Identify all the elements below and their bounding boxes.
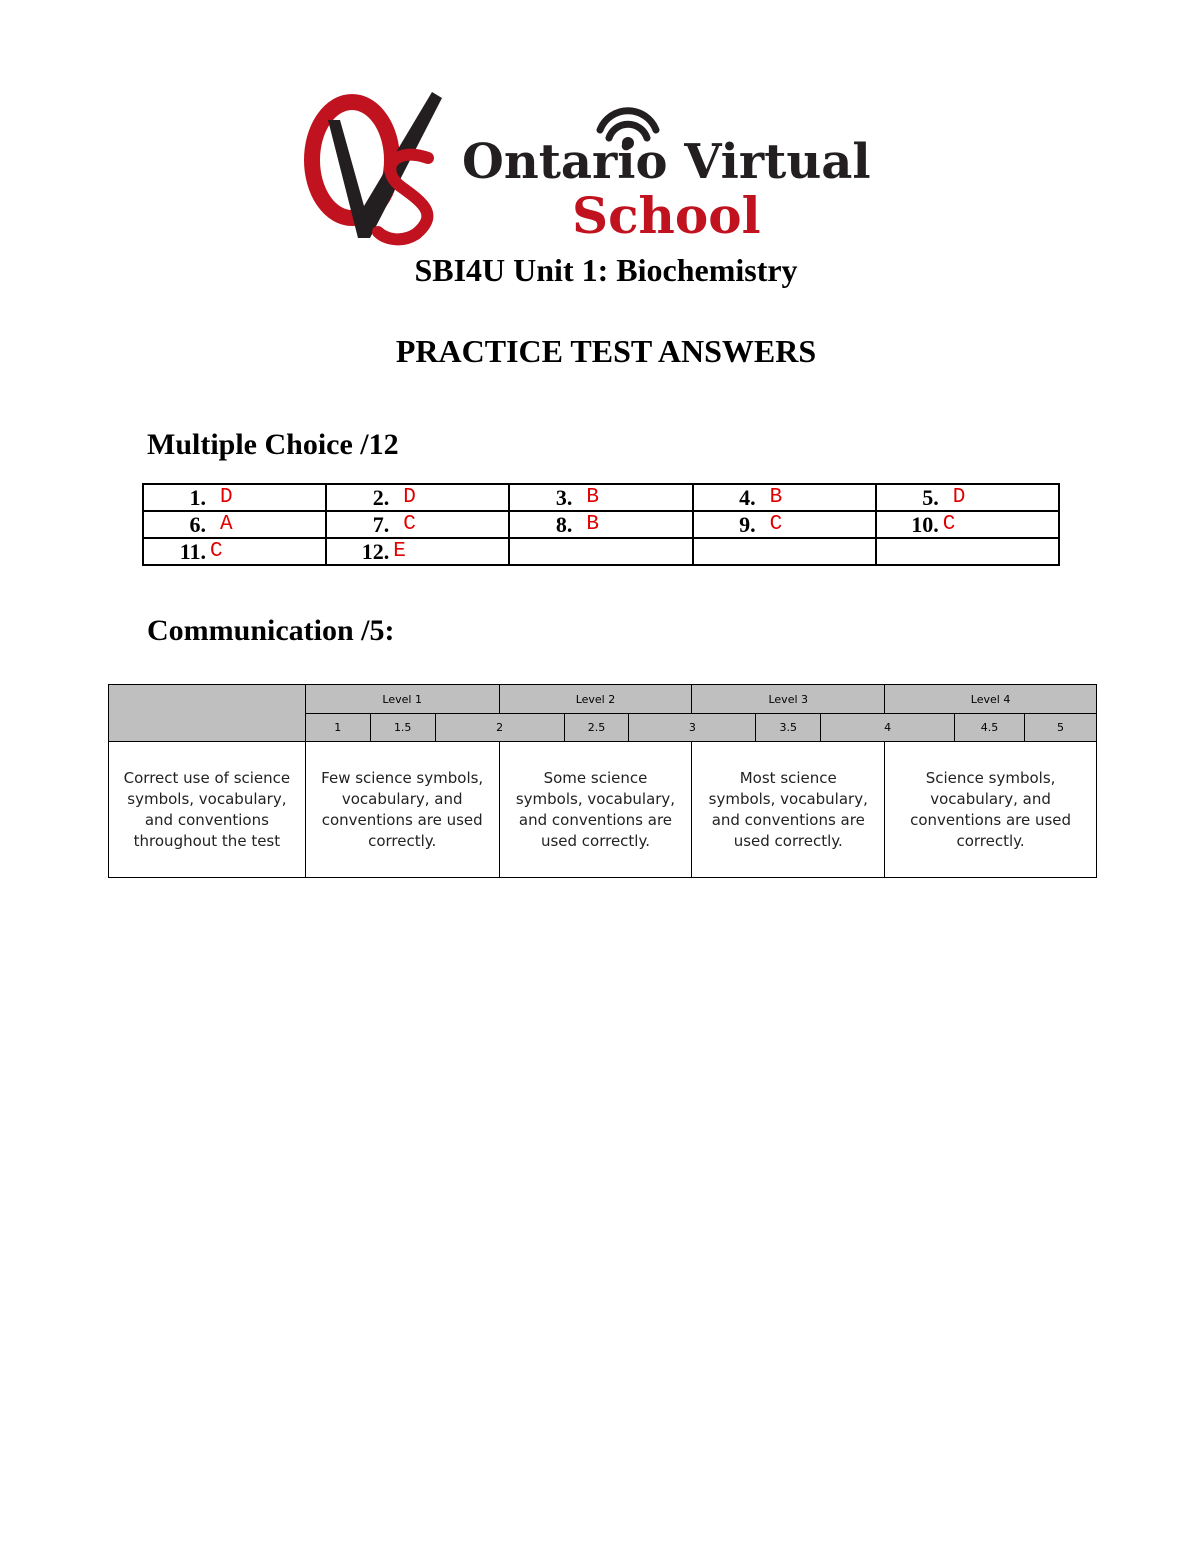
criterion-cell: Correct use of science symbols, vocabulary, and conventions throughout the test xyxy=(109,742,306,878)
answer-cell xyxy=(509,484,692,511)
score-cell: 3 xyxy=(629,714,756,742)
answer-letter: C xyxy=(942,513,956,536)
table-row xyxy=(143,484,1059,511)
question-number: 10. xyxy=(911,511,939,537)
score-cell: 5 xyxy=(1025,714,1097,742)
answer-letter: A xyxy=(220,513,233,536)
question-number: 1. xyxy=(189,484,206,510)
table-row xyxy=(143,511,1059,538)
answer-cell xyxy=(143,538,326,565)
answer-letter: D xyxy=(403,486,416,509)
score-cell: 3.5 xyxy=(756,714,821,742)
question-number: 2. xyxy=(372,484,390,510)
level-4-descriptor: Science symbols, vocabulary, and conventions are used correctly. xyxy=(885,742,1097,878)
level-3-descriptor: Most science symbols, vocabulary, and conventions are used correctly. xyxy=(692,742,885,878)
answer-letter: D xyxy=(220,486,233,509)
answer-letter: B xyxy=(769,486,783,509)
question-number: 8. xyxy=(555,511,573,537)
answer-letter: B xyxy=(586,486,599,509)
multiple-choice-answer-table xyxy=(142,483,1060,566)
answer-letter: B xyxy=(586,513,599,536)
empty-cell xyxy=(876,538,1059,565)
question-number: 3. xyxy=(555,484,573,510)
question-number: 6. xyxy=(189,511,206,537)
answer-cell xyxy=(326,511,509,538)
rubric-corner-cell xyxy=(109,685,306,742)
communication-rubric-table xyxy=(108,684,1097,878)
score-cell: 2 xyxy=(435,714,564,742)
level-header-row xyxy=(109,685,1097,714)
table-row xyxy=(143,538,1059,565)
rubric-body-row xyxy=(109,742,1097,878)
page-title: PRACTICE TEST ANSWERS xyxy=(395,333,817,369)
level-1-descriptor: Few science symbols, vocabulary, and conventions are used correctly. xyxy=(305,742,499,878)
communication-heading: Communication /5: xyxy=(147,614,395,647)
answer-letter: C xyxy=(769,513,783,536)
answer-cell xyxy=(509,511,692,538)
answer-letter: D xyxy=(952,486,966,509)
level-4-header: Level 4 xyxy=(885,685,1097,714)
level-3-header: Level 3 xyxy=(692,685,885,714)
answer-letter: C xyxy=(403,513,416,536)
answer-cell xyxy=(143,484,326,511)
score-cell: 1.5 xyxy=(370,714,435,742)
question-number: 11. xyxy=(179,538,206,564)
level-2-descriptor: Some science symbols, vocabulary, and conventions are used correctly. xyxy=(499,742,692,878)
logo-line-2: School xyxy=(572,186,761,245)
answer-letter: C xyxy=(210,540,223,563)
empty-cell xyxy=(693,538,876,565)
question-number: 12. xyxy=(361,538,390,564)
question-number: 4. xyxy=(739,484,756,510)
level-2-header: Level 2 xyxy=(499,685,692,714)
answer-cell xyxy=(693,484,876,511)
school-logo xyxy=(300,88,880,248)
empty-cell xyxy=(509,538,692,565)
answer-cell xyxy=(326,538,509,565)
logo-line-1: Ontario Virtual xyxy=(462,134,871,190)
answer-cell xyxy=(693,511,876,538)
answer-cell xyxy=(876,511,1059,538)
answer-cell xyxy=(326,484,509,511)
multiple-choice-heading: Multiple Choice /12 xyxy=(147,428,399,461)
score-cell: 4 xyxy=(821,714,955,742)
question-number: 5. xyxy=(922,484,939,510)
question-number: 9. xyxy=(739,511,756,537)
score-cell: 2.5 xyxy=(564,714,629,742)
course-title: SBI4U Unit 1: Biochemistry xyxy=(414,252,798,288)
level-1-header: Level 1 xyxy=(305,685,499,714)
answer-cell xyxy=(876,484,1059,511)
score-cell: 4.5 xyxy=(955,714,1025,742)
answer-cell xyxy=(143,511,326,538)
answer-letter: E xyxy=(393,540,406,563)
score-cell: 1 xyxy=(305,714,370,742)
question-number: 7. xyxy=(372,511,390,537)
